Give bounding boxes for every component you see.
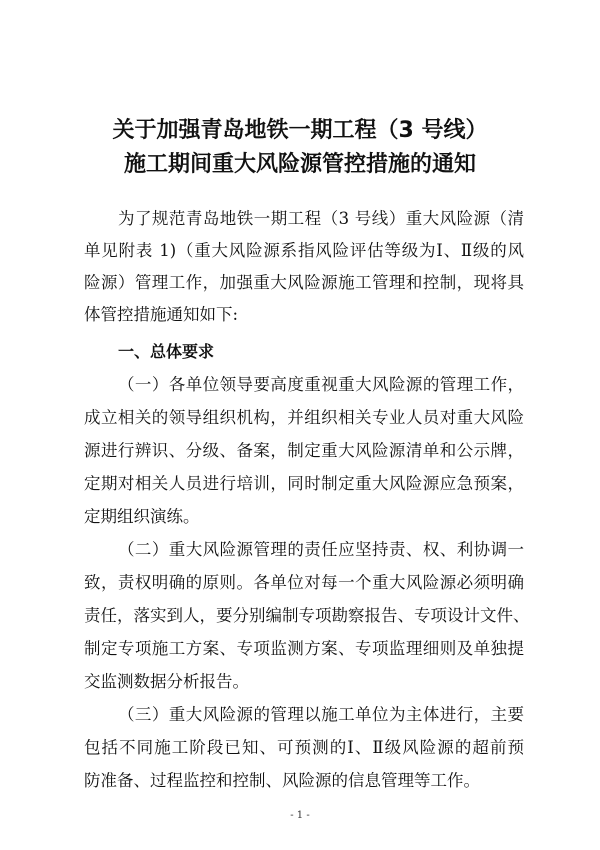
paragraph-line: 定期组织演练。	[84, 507, 200, 526]
document-title-line-1: 关于加强青岛地铁一期工程（3 号线）	[112, 118, 488, 143]
intro-line: 体管控措施通知如下:	[84, 305, 239, 324]
section-heading: 一、总体要求	[118, 342, 215, 361]
page-number: - 1 -	[290, 810, 310, 821]
paragraph-line: 交监测数据分析报告。	[84, 672, 249, 691]
paragraph-line: （三）重大风险源的管理以施工单位为主体进行，主要	[118, 705, 524, 724]
paragraph-line: （二）重大风险源管理的责任应坚持责、权、利协调一	[118, 540, 524, 559]
paragraph-line: 制定专项施工方案、专项监测方案、专项监理细则及单独提	[84, 639, 524, 658]
intro-line: 为了规范青岛地铁一期工程（3 号线）重大风险源（清	[118, 209, 524, 228]
intro-line: 单见附表 1)（重大风险源系指风险评估等级为Ⅰ、Ⅱ级的风	[84, 241, 524, 260]
paragraph-line: 责任，落实到人，要分别编制专项勘察报告、专项设计文件、	[84, 606, 530, 625]
paragraph-line: 源进行辨识、分级、备案，制定重大风险源清单和公示牌，	[84, 441, 524, 460]
paragraph-line: 包括不同施工阶段已知、可预测的Ⅰ、Ⅱ级风险源的超前预	[84, 738, 524, 757]
paragraph-line: 致，责权明确的原则。各单位对每一个重大风险源必须明确	[84, 573, 524, 592]
intro-line: 险源）管理工作，加强重大风险源施工管理和控制，现将具	[84, 273, 524, 292]
paragraph-line: 防准备、过程监控和控制、风险源的信息管理等工作。	[84, 771, 480, 790]
paragraph-line: 定期对相关人员进行培训，同时制定重大风险源应急预案，	[84, 474, 524, 493]
paragraph-line: （一）各单位领导要高度重视重大风险源的管理工作，	[118, 375, 524, 394]
document-title-line-2: 施工期间重大风险源管控措施的通知	[123, 152, 476, 177]
paragraph-line: 成立相关的领导组织机构，并组织相关专业人员对重大风险	[84, 408, 524, 427]
